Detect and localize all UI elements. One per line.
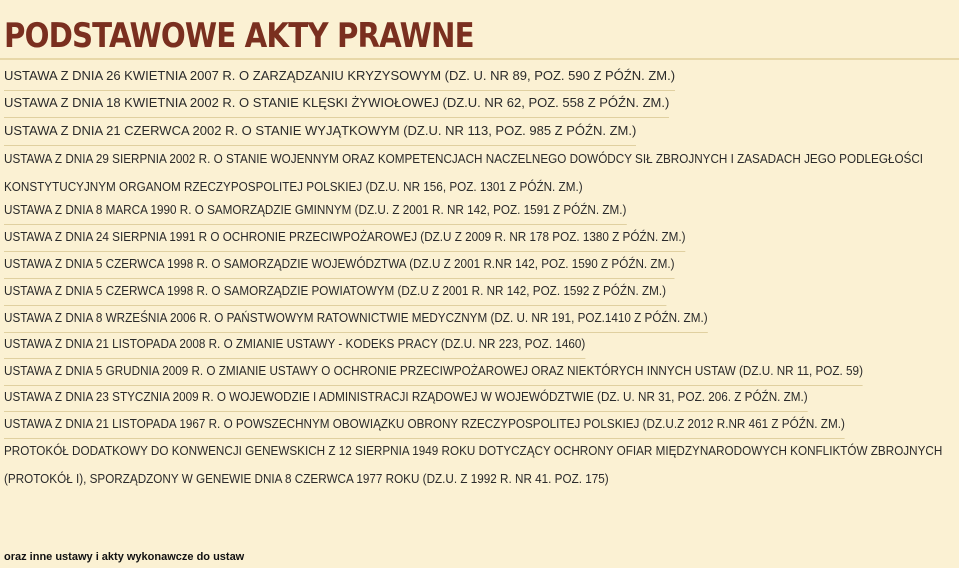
footer-note: oraz inne ustawy i akty wykonawcze do ustaw	[4, 551, 245, 563]
list-item: USTAWA Z DNIA 5 CZERWCA 1998 R. O SAMORZĄDZIE WOJEWÓDZTWA (DZ.U Z 2001 R.NR 142, POZ. 1590 Z PÓŹN. ZM.)	[4, 250, 674, 279]
list-item: USTAWA Z DNIA 24 SIERPNIA 1991 R O OCHRONIE PRZECIWPOŻAROWEJ (DZ.U Z 2009 R. NR 178 POZ. 1380 Z PÓŹN. ZM.)	[4, 223, 686, 252]
page-title: PODSTAWOWE AKTY PRAWNE	[4, 16, 474, 56]
list-item: USTAWA Z DNIA 21 CZERWCA 2002 R. O STANIE WYJĄTKOWYM (DZ.U. NR 113, POZ. 985 Z PÓŹN. ZM.)	[4, 117, 636, 146]
title-divider	[0, 58, 959, 60]
list-item: USTAWA Z DNIA 26 KWIETNIA 2007 R. O ZARZĄDZANIU KRYZYSOWYM (DZ. U. NR 89, POZ. 590 Z PÓŹN. ZM.)	[4, 62, 675, 91]
list-item: USTAWA Z DNIA 8 WRZEŚNIA 2006 R. O PAŃSTWOWYM RATOWNICTWIE MEDYCZNYM (DZ. U. NR 191, POZ.1410 Z PÓŹN. ZM.)	[4, 304, 708, 333]
list-item: USTAWA Z DNIA 29 SIERPNIA 2002 R. O STANIE WOJENNYM ORAZ KOMPETENCJACH NACZELNEGO DOWÓDCY SIŁ ZBROJNYCH I ZASADACH JEGO PODLEGŁOŚCI KONSTYTUCYJNYM ORGANOM RZECZYPOSPOLITEJ POLSKIEJ (DZ.U. NR 156, POZ. 1301 Z PÓŹN. ZM.)	[4, 151, 924, 194]
list-item: USTAWA Z DNIA 5 GRUDNIA 2009 R. O ZMIANIE USTAWY O OCHRONIE PRZECIWPOŻAROWEJ ORAZ NIEKTÓRYCH INNYCH USTAW (DZ.U. NR 11, POZ. 59)	[4, 357, 863, 386]
list-item: USTAWA Z DNIA 8 MARCA 1990 R. O SAMORZĄDZIE GMINNYM (DZ.U. Z 2001 R. NR 142, POZ. 1591 Z PÓŹN. ZM.)	[4, 196, 626, 225]
list-item: USTAWA Z DNIA 21 LISTOPADA 2008 R. O ZMIANIE USTAWY - KODEKS PRACY (DZ.U. NR 223, POZ. 1460)	[4, 330, 585, 359]
list-item: USTAWA Z DNIA 21 LISTOPADA 1967 R. O POWSZECHNYM OBOWIĄZKU OBRONY RZECZYPOSPOLITEJ POLSKIEJ (DZ.U.Z 2012 R.NR 461 Z PÓŹN. ZM.)	[4, 410, 845, 439]
list-item: USTAWA Z DNIA 5 CZERWCA 1998 R. O SAMORZĄDZIE POWIATOWYM (DZ.U Z 2001 R. NR 142, POZ. 1592 Z PÓŹN. ZM.)	[4, 277, 666, 306]
list-item: PROTOKÓŁ DODATKOWY DO KONWENCJI GENEWSKICH Z 12 SIERPNIA 1949 ROKU DOTYCZĄCY OCHRONY OFIAR MIĘDZYNARODOWYCH KONFLIKTÓW ZBROJNYCH (PROTOKÓŁ I), SPORZĄDZONY W GENEWIE DNIA 8 CZERWCA 1977 ROKU (DZ.U. Z 1992 R. NR 41. POZ. 175)	[4, 443, 943, 486]
list-item: USTAWA Z DNIA 23 STYCZNIA 2009 R. O WOJEWODZIE I ADMINISTRACJI RZĄDOWEJ W WOJEWÓDZTWIE (DZ. U. NR 31, POZ. 206. Z PÓŹN. ZM.)	[4, 383, 808, 412]
list-item: USTAWA Z DNIA 18 KWIETNIA 2002 R. O STANIE KLĘSKI ŻYWIOŁOWEJ (DZ.U. NR 62, POZ. 558 Z PÓŹN. ZM.)	[4, 89, 669, 118]
